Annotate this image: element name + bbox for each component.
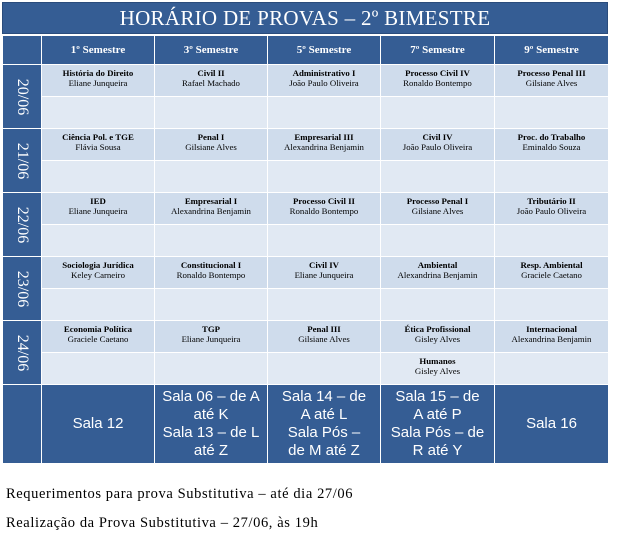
room-line: Sala 16 [526,415,577,432]
blank-cell [42,161,155,193]
exam-professor: Alexandrina Benjamin [171,206,251,216]
blank-cell [381,161,495,193]
room-cell [155,385,268,464]
exam-cell [268,65,381,97]
exam-cell [268,257,381,289]
semester-header-row [3,36,609,65]
date-label: 24/06 [14,334,31,371]
room-line: Sala 14 – de [281,388,367,405]
room-line: Sala Pós – [287,424,361,441]
date-cell [3,321,42,385]
room-line: de M até Z [288,442,360,459]
exam-professor: João Paulo Oliveira [402,142,473,152]
exam-subject: Processo Penal I [406,196,469,206]
date-cell [3,65,42,129]
blank-cell [495,353,609,385]
exam-professor: Ronaldo Bontempo [289,206,359,216]
exam-cell [42,321,155,353]
date-label: 21/06 [14,142,31,179]
exam-subject: Constitucional I [180,260,242,270]
exam-professor: Alexandrina Benjamin [397,270,478,280]
blank-cell [155,225,268,257]
date-cell [3,193,42,257]
exam-cell [495,321,609,353]
blank-cell [155,161,268,193]
exam-subject: Processo Penal III [517,68,586,78]
blank-cell [495,161,609,193]
room-line: Sala Pós – de [390,424,485,441]
exam-subject: Resp. Ambiental [520,260,583,270]
semester-header: 7º Semestre [381,36,495,65]
exam-schedule-table [2,35,609,464]
exam-cell [268,193,381,225]
room-line: A até P [413,406,462,423]
exam-professor: João Paulo Oliveira [289,78,359,88]
exam-cell [155,65,268,97]
exam-professor: Gilsiane Alves [298,334,350,344]
exam-subject: Sociologia Jurídica [62,260,134,270]
semester-header: 3º Semestre [155,36,268,65]
day-blank-row [3,289,609,321]
room-line: R até Y [412,442,463,459]
exam-subject: Proc. do Trabalho [517,132,586,142]
day-blank-row [3,161,609,193]
exam-subject: Ambiental [417,260,458,270]
blank-cell [268,289,381,321]
blank-cell [268,353,381,385]
exam-cell [155,257,268,289]
date-cell [3,129,42,193]
exam-subject: História do Direito [62,68,134,78]
exam-cell [495,257,609,289]
exam-cell [42,257,155,289]
date-label: 23/06 [14,270,31,307]
exam-cell [268,321,381,353]
exam-subject: Tributário II [527,196,576,206]
footer-note-substitute-exam: Realização da Prova Substitutiva – 27/06, às 19h [6,515,319,531]
exam-cell [42,129,155,161]
exam-cell [495,65,609,97]
room-line: Sala 13 – de L [162,424,260,441]
blank-cell [155,289,268,321]
exam-subject: TGP [201,324,221,334]
exam-cell [381,193,495,225]
semester-header: 9º Semestre [495,36,609,65]
exam-professor: Flávia Sousa [75,142,121,152]
blank-cell [42,353,155,385]
exam-cell [155,129,268,161]
room-line: Sala 06 – de A [162,388,260,405]
room-line: até K [193,406,229,423]
rooms-row-corner [3,385,42,464]
header-corner [3,36,42,65]
blank-cell [268,97,381,129]
exam-professor: Keley Carneiro [71,270,125,280]
day-exam-row [3,257,609,289]
day-blank-row [3,97,609,129]
exam-subject: Economia Política [63,324,133,334]
page-title: HORÁRIO DE PROVAS – 2º BIMESTRE [2,2,608,34]
exam-cell [42,193,155,225]
exam-cell [155,193,268,225]
day-exam-row [3,193,609,225]
blank-cell [268,161,381,193]
exam-subject: Empresarial III [294,132,354,142]
exam-professor: Gisley Alves [414,366,461,376]
date-cell [3,257,42,321]
date-label: 22/06 [14,206,31,243]
exam-professor: Ronaldo Bontempo [176,270,246,280]
exam-subject: Processo Civil II [293,196,355,206]
exam-subject: Administrativo I [292,68,356,78]
blank-cell [495,97,609,129]
room-cell [381,385,495,464]
exam-cell [381,257,495,289]
blank-cell [155,353,268,385]
exam-cell [495,193,609,225]
blank-cell [268,225,381,257]
blank-cell [42,225,155,257]
blank-cell [155,97,268,129]
room-line: Sala 15 – de [395,388,480,405]
rooms-row [3,385,609,464]
exam-professor: Alexandrina Benjamin [511,334,592,344]
exam-subject: Penal I [197,132,225,142]
room-cell [495,385,609,464]
day-blank-row [3,225,609,257]
exam-subject: Civil IV [308,260,340,270]
blank-cell [495,225,609,257]
exam-subject: Humanos [419,356,456,366]
semester-header: 1º Semestre [42,36,155,65]
exam-professor: Gilsiane Alves [525,78,578,88]
exam-cell [42,65,155,97]
day-blank-row [3,353,609,385]
exam-subject: IED [90,196,106,206]
exam-professor: Graciele Caetano [521,270,582,280]
exam-professor: Eminaldo Souza [522,142,581,152]
room-cell [42,385,155,464]
blank-cell [42,97,155,129]
exam-cell [155,321,268,353]
exam-professor: Gilsiane Alves [185,142,237,152]
exam-subject: Empresarial I [184,196,238,206]
footer-note-requests: Requerimentos para prova Substitutiva – até dia 27/06 [6,486,354,502]
exam-cell [381,65,495,97]
exam-subject: Internacional [526,324,577,334]
room-line: Sala 12 [72,415,124,432]
room-line: A até L [300,406,348,423]
semester-header: 5º Semestre [268,36,381,65]
date-label: 20/06 [14,78,31,115]
exam-professor: Eliane Junqueira [68,206,128,216]
exam-cell [381,321,495,353]
exam-subject: Ética Profissional [404,324,471,334]
day-exam-row [3,321,609,353]
exam-professor: Graciele Caetano [67,334,129,344]
exam-professor: Eliane Junqueira [294,270,354,280]
room-line: até Z [193,442,229,459]
exam-subject: Civil IV [422,132,453,142]
exam-professor: Eliane Junqueira [68,78,128,88]
exam-cell-extra [381,353,495,385]
blank-cell [495,289,609,321]
exam-professor: Alexandrina Benjamin [284,142,364,152]
exam-professor: Ronaldo Bontempo [403,78,472,88]
exam-cell [268,129,381,161]
blank-cell [381,225,495,257]
blank-cell [42,289,155,321]
room-cell [268,385,381,464]
day-exam-row [3,65,609,97]
exam-professor: João Paulo Oliveira [516,206,587,216]
exam-subject: Civil II [197,68,225,78]
blank-cell [381,97,495,129]
exam-cell [381,129,495,161]
exam-subject: Processo Civil IV [405,68,470,78]
exam-cell [495,129,609,161]
exam-professor: Eliane Junqueira [181,334,241,344]
exam-professor: Rafael Machado [182,78,240,88]
exam-subject: Penal III [307,324,341,334]
exam-professor: Gisley Alves [414,334,461,344]
day-exam-row [3,129,609,161]
blank-cell [381,289,495,321]
exam-professor: Gilsiane Alves [411,206,464,216]
exam-subject: Ciência Pol. e TGE [62,132,134,142]
